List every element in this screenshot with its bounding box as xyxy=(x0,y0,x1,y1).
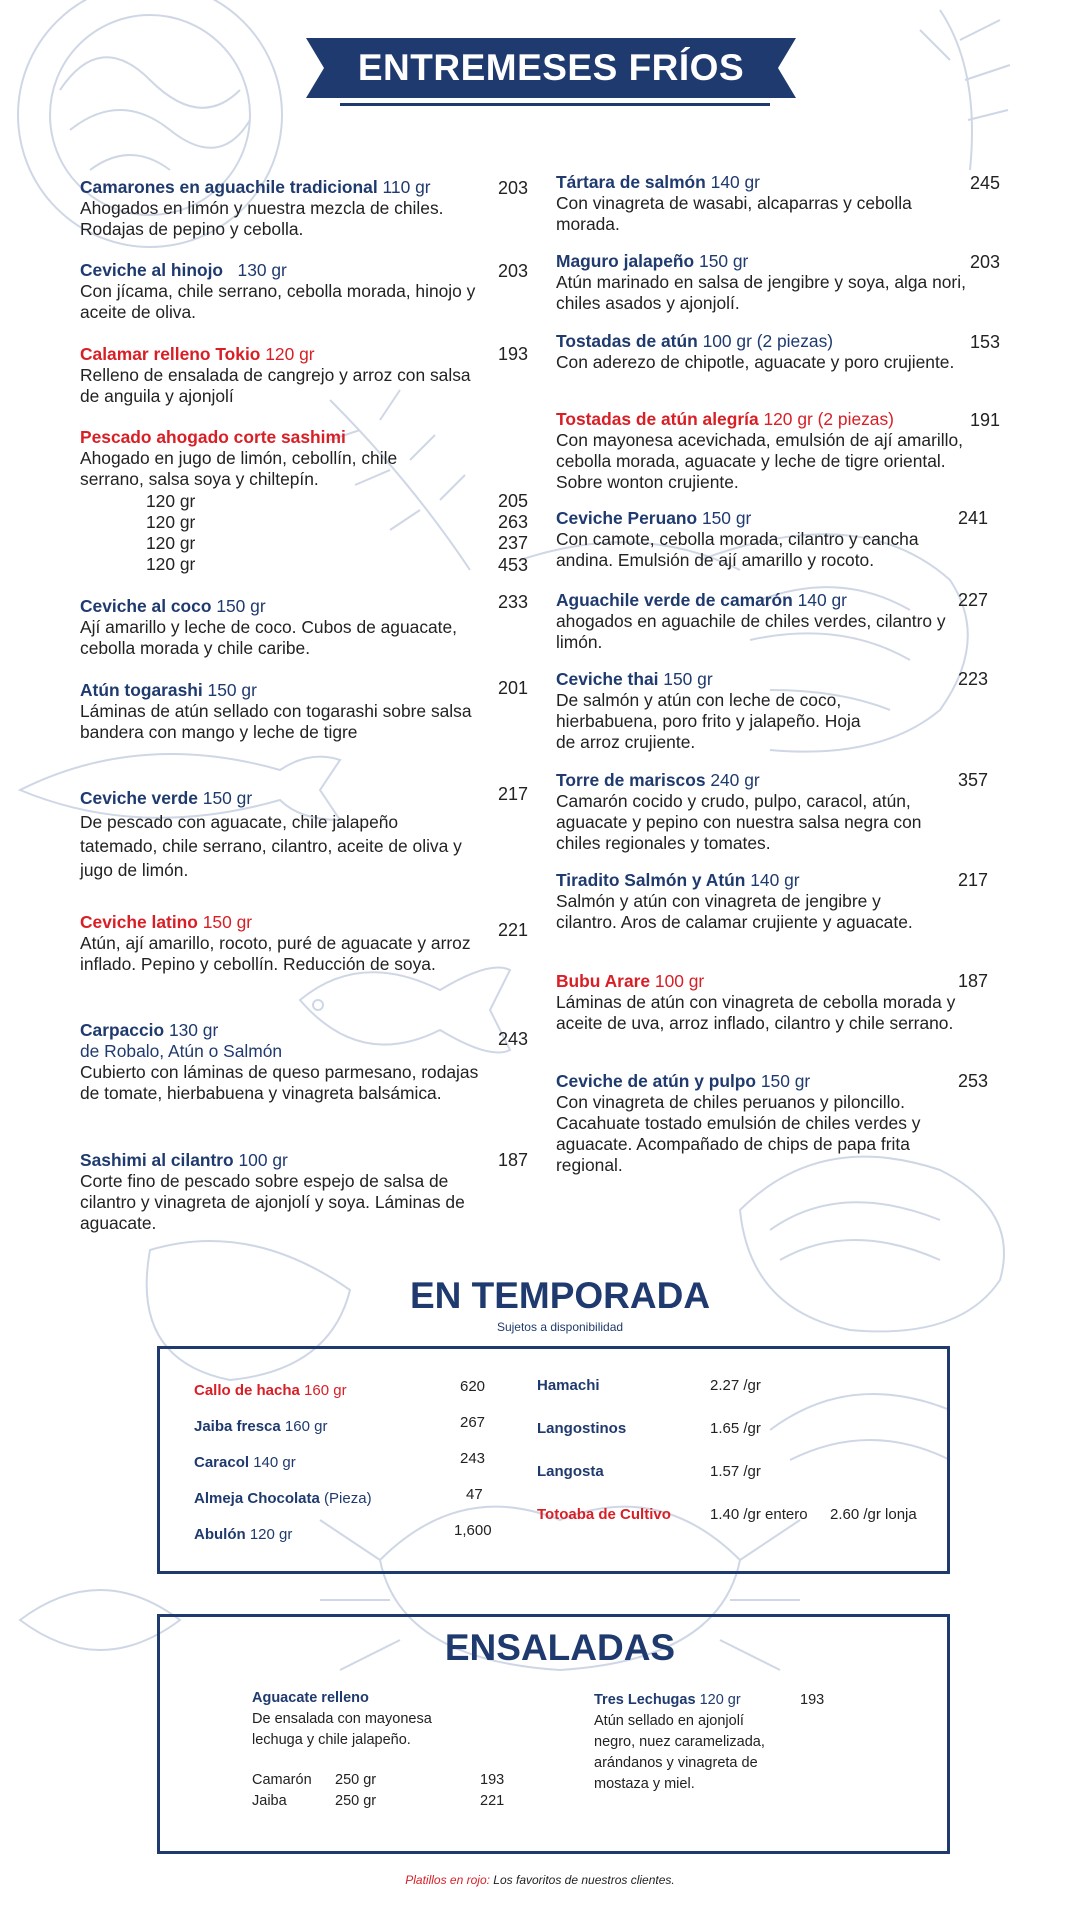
item-extra: de Robalo, Atún o Salmón xyxy=(80,1041,283,1061)
item-weight: 150 gr xyxy=(202,912,253,932)
menu-item xyxy=(556,669,876,753)
item-price: 227 xyxy=(957,590,988,610)
item-name: Torre de mariscos xyxy=(556,770,706,790)
item-desc: De ensalada con mayonesa xyxy=(252,1711,432,1727)
item-weight: 140 gr xyxy=(750,870,800,890)
menu-item xyxy=(556,508,966,571)
temporada-item xyxy=(194,1454,296,1472)
item-name: Calamar relleno Tokio xyxy=(80,344,261,364)
menu-item xyxy=(556,409,966,493)
item-name: Aguachile verde de camarón xyxy=(556,590,793,610)
menu-item xyxy=(556,770,966,854)
option-price: 193 xyxy=(480,1772,505,1788)
item-name: Maguro jalapeño xyxy=(556,251,695,271)
item-name: Tostadas de atún xyxy=(556,331,698,351)
option-weight: 120 gr xyxy=(146,491,196,511)
temporada-item xyxy=(194,1526,292,1544)
item-price: 47 xyxy=(466,1486,483,1503)
item-name: Tiradito Salmón y Atún xyxy=(556,870,746,890)
temporada-item xyxy=(537,1506,671,1524)
item-name: Caracol xyxy=(194,1454,250,1471)
option-weight: 250 gr xyxy=(335,1793,377,1809)
item-desc: Con jícama, chile serrano, cebolla morada, hinojo y aceite de oliva. xyxy=(80,281,476,322)
item-desc: arándanos y vinagreta de xyxy=(594,1755,758,1771)
fish2-sketch-icon xyxy=(20,1590,180,1650)
option-price: 263 xyxy=(497,512,528,532)
item-price: 201 xyxy=(497,678,528,698)
item-weight: 160 gr xyxy=(304,1382,347,1399)
item-price: 223 xyxy=(957,669,988,689)
menu-item xyxy=(80,427,460,490)
item-price: 2.27 /gr xyxy=(710,1377,761,1394)
menu-item xyxy=(80,1020,480,1104)
option-price: 205 xyxy=(497,491,528,511)
menu-item xyxy=(80,786,470,882)
item-weight: 150 gr xyxy=(207,680,257,700)
item-name: Langosta xyxy=(537,1463,604,1480)
item-name: Tres Lechugas xyxy=(594,1692,696,1708)
item-desc: Corte fino de pescado sobre espejo de salsa de cilantro y vinagreta de ajonjolí y soya. Láminas de aguacate. xyxy=(80,1171,465,1233)
item-name: Ceviche thai xyxy=(556,669,659,689)
item-desc: Relleno de ensalada de cangrejo y arroz con salsa de anguila y ajonjolí xyxy=(80,365,471,406)
item-weight: 100 gr xyxy=(238,1150,288,1170)
item-price: 357 xyxy=(957,770,988,790)
temporada-item xyxy=(537,1463,604,1481)
item-name: Ceviche al hinojo xyxy=(80,260,224,280)
option-weight: 120 gr xyxy=(146,554,196,574)
item-desc: Ahogados en limón y nuestra mezcla de chiles. Rodajas de pepino y cebolla. xyxy=(80,198,444,239)
page-title: ENTREMESES FRÍOS xyxy=(357,47,745,88)
temporada-item xyxy=(537,1377,600,1395)
menu-item xyxy=(80,1150,490,1234)
item-desc: Atún marinado en salsa de jengibre y soya, alga nori, chiles asados y ajonjolí. xyxy=(556,272,966,313)
item-name: Jaiba fresca xyxy=(194,1418,281,1435)
title-divider xyxy=(340,103,770,106)
item-weight: 120 gr xyxy=(249,1526,293,1543)
temporada-title: EN TEMPORADA xyxy=(409,1275,711,1316)
item-desc: Láminas de atún con vinagreta de cebolla morada y aceite de uva, arroz inflado, cilantro y chile serrano. xyxy=(556,992,956,1033)
item-weight: 140 gr xyxy=(253,1454,296,1471)
item-weight: (Pieza) xyxy=(324,1490,372,1507)
item-desc: negro, nuez caramelizada, xyxy=(594,1734,765,1750)
menu-item xyxy=(556,251,966,314)
item-name: Tártara de salmón xyxy=(556,172,706,192)
item-price: 1.40 /gr entero xyxy=(710,1506,808,1523)
item-price: 243 xyxy=(460,1450,486,1467)
item-desc: lechuga y chile jalapeño. xyxy=(252,1732,411,1748)
menu-item xyxy=(556,331,956,373)
option-price: 237 xyxy=(497,533,528,553)
item-price-alt: 2.60 /gr lonja xyxy=(830,1506,917,1523)
item-price: 267 xyxy=(460,1414,486,1431)
item-desc: Cubierto con láminas de queso parmesano, rodajas de tomate, hierbabuena y vinagreta balsámica. xyxy=(80,1062,479,1103)
item-weight: 120 gr xyxy=(265,344,315,364)
item-name: Atún togarashi xyxy=(80,680,203,700)
item-price: 241 xyxy=(957,508,988,528)
item-weight: 150 gr xyxy=(663,669,713,689)
item-desc: Con mayonesa acevichada, emulsión de ají amarillo, cebolla morada, aguacate y leche de tigre oriental. Sobre wonton crujiente. xyxy=(556,430,963,492)
item-weight: 160 gr xyxy=(284,1418,328,1435)
footnote-highlight: Platillos en rojo: xyxy=(405,1873,490,1887)
item-price: 203 xyxy=(497,178,528,198)
menu-item xyxy=(80,344,480,407)
ensalada-name xyxy=(594,1690,741,1711)
title-banner-text-wrap xyxy=(306,38,796,98)
item-name: Sashimi al cilantro xyxy=(80,1150,234,1170)
temporada-item xyxy=(194,1418,327,1436)
item-price: 217 xyxy=(957,870,988,890)
item-desc: Camarón cocido y crudo, pulpo, caracol, atún, aguacate y pepino con nuestra salsa negra con chiles regionales y tomates. xyxy=(556,791,922,853)
item-weight: 120 gr (2 piezas) xyxy=(763,409,894,429)
footnote-text: Los favoritos de nuestros clientes. xyxy=(489,1873,675,1887)
menu-item xyxy=(80,680,480,743)
menu-item xyxy=(556,971,966,1034)
item-name: Callo de hacha xyxy=(194,1382,300,1399)
item-name: Bubu Arare xyxy=(556,971,651,991)
menu-item xyxy=(556,172,956,235)
temporada-item xyxy=(537,1420,626,1438)
option-label: Camarón xyxy=(252,1772,312,1788)
option-label: Jaiba xyxy=(252,1793,287,1809)
item-desc: Ají amarillo y leche de coco. Cubos de aguacate, cebolla morada y chile caribe. xyxy=(80,617,458,658)
item-name: Langostinos xyxy=(537,1420,627,1437)
ensaladas-title: ENSALADAS xyxy=(444,1627,676,1668)
item-name: Camarones en aguachile tradicional xyxy=(80,177,378,197)
footnote xyxy=(0,1873,1080,1887)
item-desc: ahogados en aguachile de chiles verdes, cilantro y limón. xyxy=(556,611,946,652)
item-weight: 120 gr xyxy=(699,1692,741,1708)
item-price: 233 xyxy=(497,592,528,612)
item-price: 203 xyxy=(497,261,528,281)
menu-item xyxy=(80,260,480,323)
item-desc: Láminas de atún sellado con togarashi sobre salsa bandera con mango y leche de tigre xyxy=(80,701,472,742)
item-desc: Con vinagreta de chiles peruanos y piloncillo. Cacahuate tostado emulsión de chiles verdes y aguacate. Acompañado de chips de papa frita regional. xyxy=(556,1092,921,1175)
option-weight: 120 gr xyxy=(146,512,196,532)
item-price: 153 xyxy=(969,332,1000,352)
item-name: Hamachi xyxy=(537,1377,600,1394)
item-name: Tostadas de atún alegría xyxy=(556,409,759,429)
item-price: 191 xyxy=(969,410,1000,430)
menu-item xyxy=(556,1071,966,1176)
item-name: Ceviche Peruano xyxy=(556,508,698,528)
item-weight: 130 gr xyxy=(237,260,287,280)
item-name: Totoaba de Cultivo xyxy=(537,1506,671,1523)
item-price: 243 xyxy=(497,1029,528,1049)
menu-item xyxy=(556,590,956,653)
item-weight: 130 gr xyxy=(168,1020,219,1040)
item-weight: 150 gr xyxy=(760,1071,811,1091)
item-price: 253 xyxy=(957,1071,988,1091)
item-name: Ceviche latino xyxy=(80,912,198,932)
ensalada-name xyxy=(252,1688,369,1709)
item-name: Ceviche verde xyxy=(80,788,198,808)
item-name: Pescado ahogado corte sashimi xyxy=(80,427,346,447)
item-weight: 110 gr xyxy=(382,177,431,197)
option-weight: 250 gr xyxy=(335,1772,377,1788)
item-weight: 140 gr xyxy=(710,172,760,192)
item-weight: 150 gr xyxy=(216,596,266,616)
item-desc: Ahogado en jugo de limón, cebollín, chile serrano, salsa soya y chiltepín. xyxy=(80,448,398,489)
item-price: 620 xyxy=(460,1378,486,1395)
item-weight: 150 gr xyxy=(699,251,749,271)
item-weight: 100 gr xyxy=(654,971,705,991)
item-price: 187 xyxy=(957,971,988,991)
item-name: Ceviche de atún y pulpo xyxy=(556,1071,757,1091)
item-name: Abulón xyxy=(194,1526,246,1543)
item-price: 221 xyxy=(497,920,528,940)
menu-item xyxy=(80,177,480,240)
item-desc: Con camote, cebolla morada, cilantro y cancha andina. Emulsión de ají amarillo y rocoto. xyxy=(556,529,919,570)
item-weight: 150 gr xyxy=(202,788,253,808)
item-weight: 150 gr xyxy=(701,508,752,528)
item-desc: mostaza y miel. xyxy=(594,1776,695,1792)
item-price: 193 xyxy=(800,1692,825,1708)
temporada-item xyxy=(194,1382,347,1400)
item-desc: Atún sellado en ajonjolí xyxy=(594,1713,744,1729)
item-name: Aguacate relleno xyxy=(252,1690,369,1706)
temporada-item xyxy=(194,1490,372,1508)
temporada-subtitle: Sujetos a disponibilidad xyxy=(496,1320,624,1334)
option-weight: 120 gr xyxy=(146,533,196,553)
item-price: 1.57 /gr xyxy=(710,1463,761,1480)
item-desc: De salmón y atún con leche de coco, hierbabuena, poro frito y jalapeño. Hoja de arroz crujiente. xyxy=(556,690,861,752)
item-desc: Atún, ají amarillo, rocoto, puré de aguacate y arroz inflado. Pepino y cebollín. Reducción de soya. xyxy=(80,933,471,974)
item-desc: De pescado con aguacate, chile jalapeño tatemado, chile serrano, cilantro, aceite de oliva y jugo de limón. xyxy=(80,812,462,880)
item-name: Almeja Chocolata xyxy=(194,1490,320,1507)
option-price: 453 xyxy=(497,555,528,575)
option-price: 221 xyxy=(480,1793,505,1809)
herb-sketch-icon xyxy=(920,10,1010,170)
item-price: 1,600 xyxy=(454,1522,492,1539)
item-weight: 240 gr xyxy=(710,770,760,790)
item-price: 193 xyxy=(497,344,528,364)
item-weight: 140 gr xyxy=(797,590,847,610)
item-price: 187 xyxy=(497,1150,528,1170)
item-price: 203 xyxy=(969,252,1000,272)
menu-item xyxy=(80,912,480,975)
item-weight: 100 gr (2 piezas) xyxy=(702,331,834,351)
item-price: 217 xyxy=(497,784,528,804)
menu-item xyxy=(556,870,916,933)
item-name: Carpaccio xyxy=(80,1020,165,1040)
menu-item xyxy=(80,596,460,659)
item-desc: Con vinagreta de wasabi, alcaparras y cebolla morada. xyxy=(556,193,912,234)
item-desc: Salmón y atún con vinagreta de jengibre y cilantro. Aros de calamar crujiente y aguacate. xyxy=(556,891,913,932)
item-name: Ceviche al coco xyxy=(80,596,212,616)
item-price: 1.65 /gr xyxy=(710,1420,761,1437)
item-price: 245 xyxy=(969,173,1000,193)
item-desc: Con aderezo de chipotle, aguacate y poro crujiente. xyxy=(556,352,955,372)
